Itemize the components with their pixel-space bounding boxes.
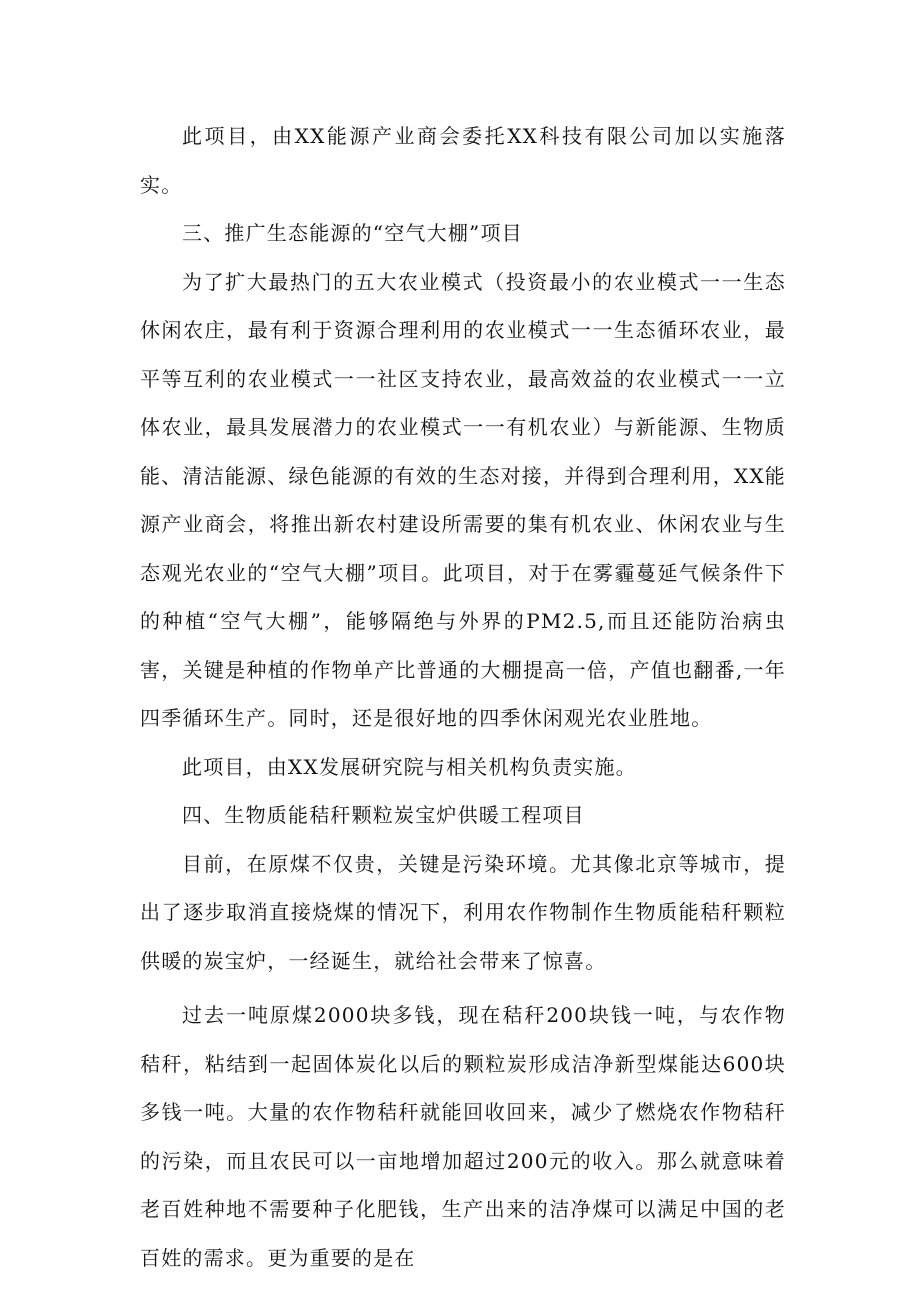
section-heading-4: 四、生物质能秸秆颗粒炭宝炉供暖工程项目: [182, 803, 585, 827]
paragraph-coal-context: 目前，在原煤不仅贵，关键是污染环境。尤其像北京等城市，提出了逐步取消直接烧煤的情况下，利用农作物制作生物质能秸秆颗粒供暖的炭宝炉，一经诞生，就给社会带来了惊喜。: [140, 851, 786, 973]
section-heading-3: 三、推广生态能源的“空气大棚”项目: [182, 221, 523, 245]
paragraph-straw-economics: 过去一吨原煤2000块多钱，现在秸秆200块钱一吨，与农作物秸秆，粘结到一起固体炭化以后的颗粒炭形成洁净新型煤能达600块多钱一吨。大量的农作物秸秆就能回收回来，减少了燃烧农作物秸秆的污染，而且农民可以一亩地增加超过200元的收入。那么就意味着老百姓种地不需要种子化肥钱，生产出来的洁净煤可以满足中国的老百姓的需求。更为重要的是在: [140, 1003, 786, 1270]
paragraph-implementation-2: 此项目，由XX发展研究院与相关机构负责实施。: [182, 754, 637, 779]
paragraph-implementation-1: 此项目，由XX能源产业商会委托XX科技有限公司加以实施落实。: [140, 124, 786, 197]
paragraph-air-greenhouse: 为了扩大最热门的五大农业模式（投资最小的农业模式一一生态休闲农庄，最有利于资源合理利用的农业模式一一生态循环农业，最平等互利的农业模式一一社区支持农业，最高效益的农业模式一一立体农业，最具发展潜力的农业模式一一有机农业）与新能源、生物质能、清洁能源、绿色能源的有效的生态对接，并得到合理利用，XX能源产业商会，将推出新农村建设所需要的集有机农业、休闲农业与生态观光农业的“空气大棚”项目。此项目，对于在雾霾蔓延气候条件下的种植“空气大棚”，能够隔绝与外界的PM2.5,而且还能防治病虫害，关键是种植的作物单产比普通的大棚提高一倍，产值也翻番,一年四季循环生产。同时，还是很好地的四季休闲观光农业胜地。: [140, 269, 786, 730]
